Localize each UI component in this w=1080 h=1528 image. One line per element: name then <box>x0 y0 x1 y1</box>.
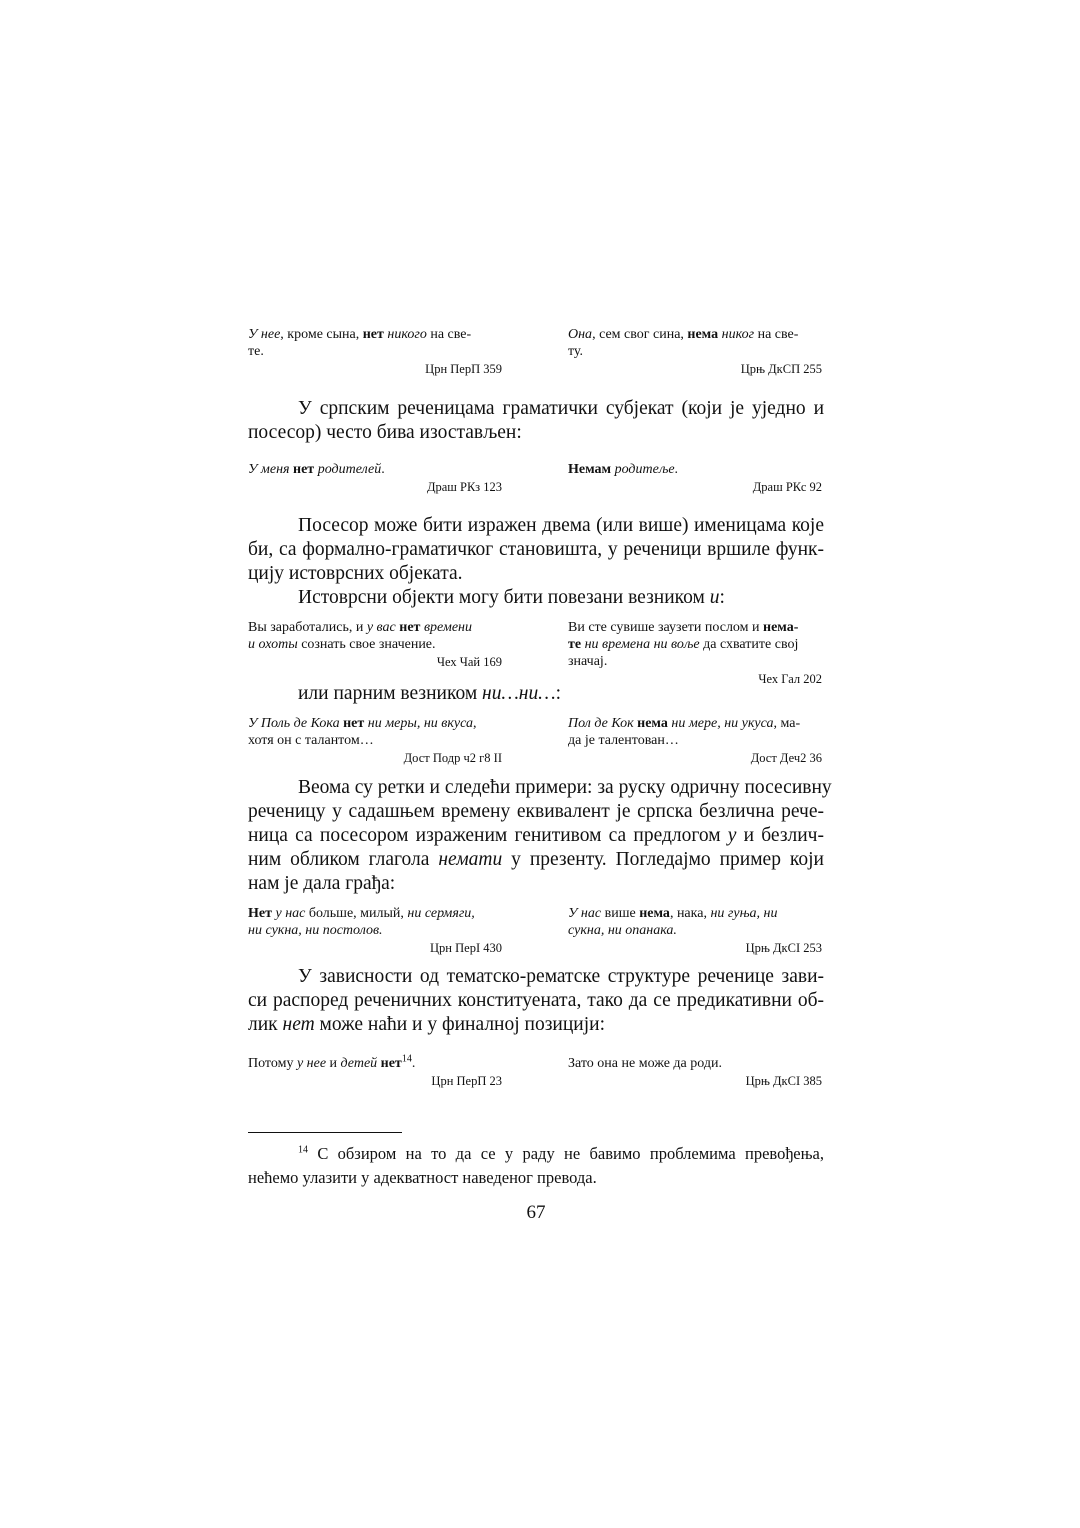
paragraph-4 <box>248 776 832 896</box>
paragraph-1 <box>248 397 824 445</box>
example-text: Пол де Кок нема ни мере, ни укуса, ма- да је талентован… <box>568 716 801 748</box>
paragraph-2 <box>248 514 824 610</box>
text-line: посесор) често бива изостављен: <box>248 422 522 443</box>
page-number: 67 <box>526 1202 546 1223</box>
example-text: У меня нет родителей. <box>248 462 385 477</box>
text-line: би, са формално-граматичког становишта, у реченици вршиле функ- <box>248 539 824 560</box>
example-source: Драш РКз 123 <box>426 480 502 494</box>
example-sr <box>568 905 822 957</box>
text-line: нам је дала грађа: <box>248 873 396 894</box>
text-line: ним обликом глагола немати у презенту. Погледајмо пример који <box>248 849 824 870</box>
example-source: Чех Гал 202 <box>758 672 822 686</box>
text-line: или парним везником ни…ни…: <box>298 683 561 704</box>
example-sr <box>568 326 822 378</box>
example-text: Потому у нее и детей нет$^{14}$. <box>248 1053 416 1071</box>
example-source: Дост Подр ч2 г8 II <box>403 751 502 765</box>
example-sr <box>568 619 822 688</box>
paragraph-5 <box>248 965 824 1037</box>
text-line: лик нет може наћи и у финалној позицији: <box>248 1014 605 1035</box>
example-text: Немам родитеље. <box>568 462 679 477</box>
example-text: Вы заработались, и у вас нет времени и охоты сознать свое значение. <box>248 620 472 652</box>
book-page <box>248 0 832 1528</box>
example-text: Она, сем свог сина, нема никог на све- ту. <box>568 327 799 359</box>
example-sr <box>568 1055 822 1090</box>
text-line: У зависности од тематско-рематске структуре реченице зави- <box>298 966 824 987</box>
example-source: Црн ПерI 430 <box>430 941 502 955</box>
example-source: Црњ ДкСI 253 <box>745 941 822 955</box>
example-source: Црн ПерП 359 <box>425 362 502 376</box>
text-line: Веома су ретки и следећи примери: за руску одричну посесивну <box>298 777 832 798</box>
text-line: си распоред реченичних конституената, тако да се предикативни об- <box>248 990 824 1011</box>
text-line: ница са посесором израженим генитивом са предлогом у и безлич- <box>248 825 824 846</box>
text-line: реченицу у садашњем времену еквивалент је српска безлична рече- <box>248 801 824 822</box>
text-line: Истоврсни објекти могу бити повезани везником и: <box>298 587 725 608</box>
example-ru <box>248 326 502 378</box>
example-text: Ви сте сувише заузети послом и нема- те ни времена ни воље да схватите свој значај. <box>568 620 799 669</box>
example-ru <box>248 619 502 671</box>
example-source: Драш РКс 92 <box>752 480 822 494</box>
example-ru <box>248 715 502 767</box>
example-sr <box>568 461 822 496</box>
example-text: Зато она не може да роди. <box>568 1056 722 1071</box>
paragraph-3 <box>248 682 824 706</box>
footnote-divider <box>248 1132 402 1133</box>
example-ru <box>248 1055 502 1090</box>
example-text: У нас више нема, нака, ни гуња, ни сукна, ни опанака. <box>568 906 778 938</box>
text-line: У српским реченицама граматички субјекат (који је уједно и <box>298 398 824 419</box>
footnote <box>248 1142 824 1190</box>
example-text: У нее, кроме сына, нет никого на све- те. <box>248 327 472 359</box>
text-line: $^{14}$ С обзиром на то да се у раду не бавимо проблемима превођења, <box>298 1144 824 1163</box>
text-line: цију истоврсних објеката. <box>248 563 463 584</box>
example-text: У Поль де Кока нет ни меры, ни вкуса, хотя он с талантом… <box>248 716 477 748</box>
example-source: Дост Деч2 36 <box>750 751 822 765</box>
example-source: Црњ ДкСI 385 <box>745 1074 822 1088</box>
example-sr <box>568 715 822 767</box>
text-line: Посесор може бити изражен двема (или више) именицама које <box>298 515 824 536</box>
example-text: Нет у нас больше, милый, ни сермяги, ни сукна, ни постолов. <box>248 906 475 938</box>
example-ru <box>248 905 502 957</box>
example-source: Црњ ДкСП 255 <box>740 362 822 376</box>
example-source: Црн ПерП 23 <box>431 1074 502 1088</box>
text-line: нећемо улазити у адекватност наведеног превода. <box>248 1168 597 1187</box>
example-ru <box>248 461 502 496</box>
example-source: Чех Чай 169 <box>436 655 502 669</box>
